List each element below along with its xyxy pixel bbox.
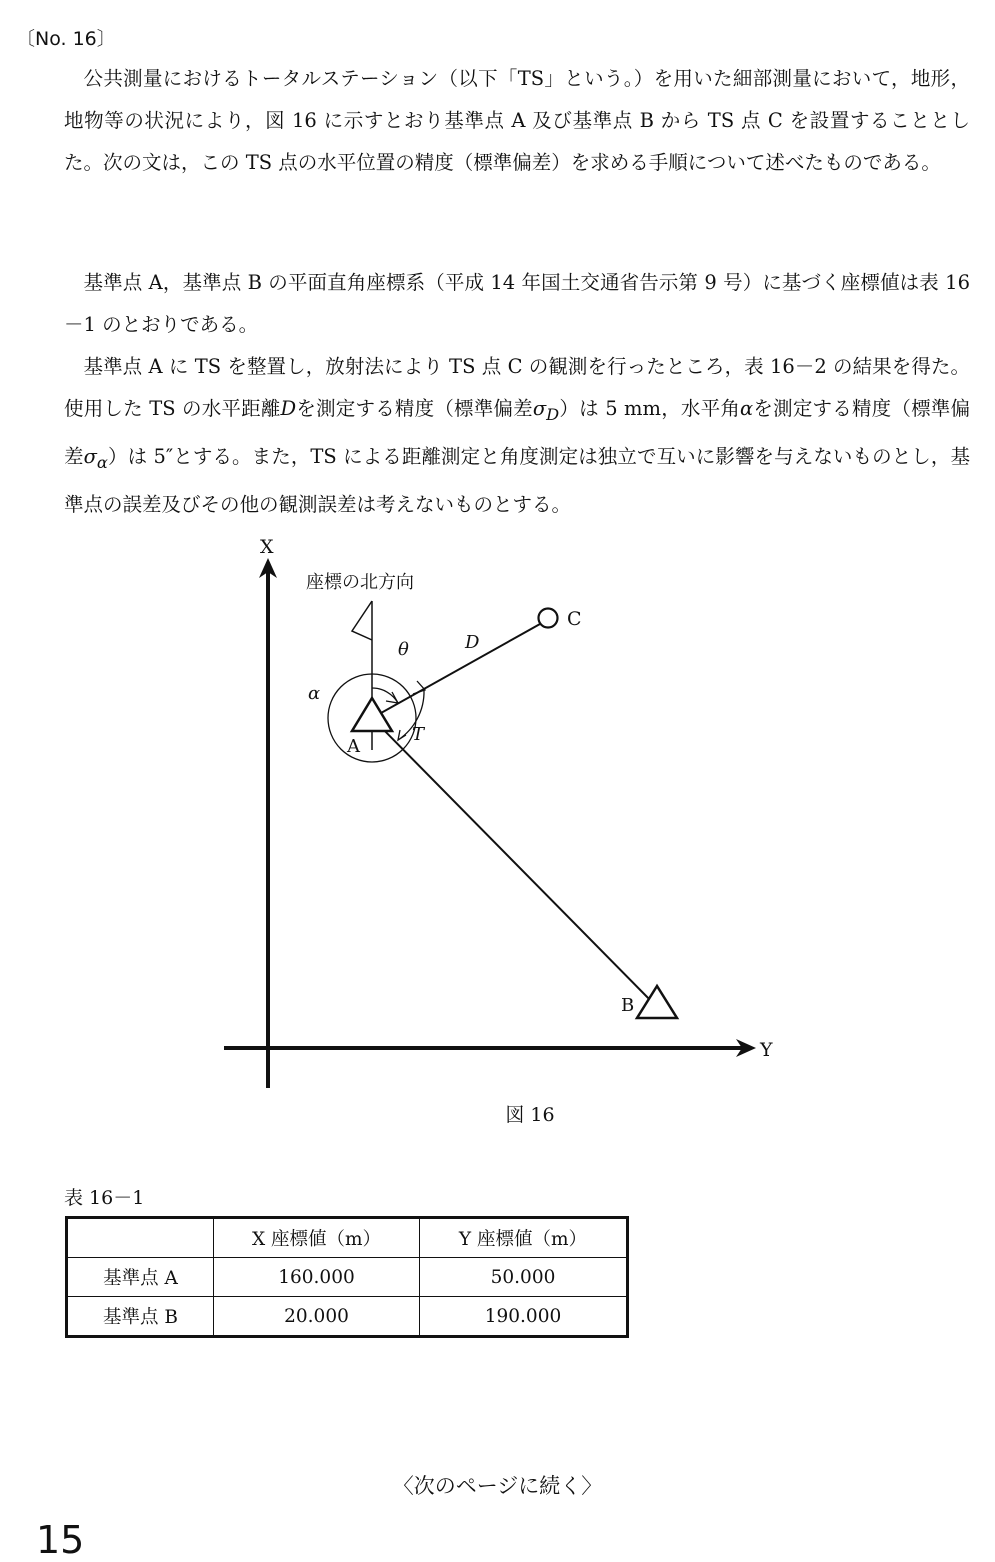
table-cell: 160.000 [214,1258,420,1297]
point-c-label: C [567,608,582,630]
symbol-alpha: α [740,397,754,420]
table-header-row [67,1218,628,1258]
table-header-cell: Y 座標値（m） [419,1218,627,1258]
table-header-cell: X 座標値（m） [214,1218,420,1258]
table-header-cell [67,1218,214,1258]
figure-caption: 図 16 [505,1104,555,1126]
north-direction-label: 座標の北方向 [306,572,414,593]
point-a-marker [352,698,392,731]
y-axis-label: Y [760,1039,773,1061]
table-cell: 20.000 [214,1297,420,1337]
t-label: T [412,724,425,745]
point-c-marker [539,609,558,628]
symbol-sigma-alpha: σ [83,444,97,468]
problem-number: 〔No. 16〕 [16,28,116,50]
theta-label: θ [398,639,409,660]
distance-d-label: D [465,632,480,653]
line-a-to-b [372,718,656,1006]
ct-arc-arrow-icon [398,730,406,740]
symbol-sigma-d: σ [532,397,547,420]
table-cell: 50.000 [419,1258,627,1297]
continue-notice: 〈次のページに続く〉 [392,1474,603,1498]
alpha-label: α [308,683,321,704]
page-number: 15 [36,1518,85,1562]
symbol-d: D [280,397,297,420]
table-row [67,1297,628,1337]
table-cell: 190.000 [419,1297,627,1337]
x-axis-label: X [260,536,274,558]
point-b-marker [637,986,677,1018]
table-row [67,1258,628,1297]
point-b-label: B [621,995,635,1016]
north-arrow-icon [352,601,372,640]
table-cell: 基準点 B [67,1297,214,1337]
intro-paragraph-1: 公共測量におけるトータルステーション（以下「TS」という。）を用いた細部測量において，地形，地物等の状況により，図 16 に示すとおり基準点 A 及び基準点 B から TS 点 C を設置することとした。次の文は，この TS 点の水平位置の精度（標準偏差）を求める手順について述べたものである。 [64,67,970,174]
table-caption: 表 16－1 [64,1187,145,1209]
coordinate-table [65,1216,629,1338]
point-a-label: A [347,736,360,757]
intro-paragraph-2: 基準点 A，基準点 B の平面直角座標系（平成 14 年国土交通省告示第 9 号）に基づく座標値は表 16－1 のとおりである。 [64,271,970,336]
intro-paragraph-3: 基準点 A に TS を整置し，放射法により TS 点 C の観測を行ったところ，表 16－2 の結果を得た。使用した TS の水平距離Dを測定する精度（標準偏差$\sigma_D$）は 5 mm，水平角αを測定する精度（標準偏差$\sigma_\alpha$）は 5″とする。また，TS による距離測定と角度測定は独立で互いに影響を与えないものとし，基準点の誤差及びその他の観測誤差は考えないものとする。 [64,355,970,516]
table-cell: 基準点 A [67,1258,214,1297]
